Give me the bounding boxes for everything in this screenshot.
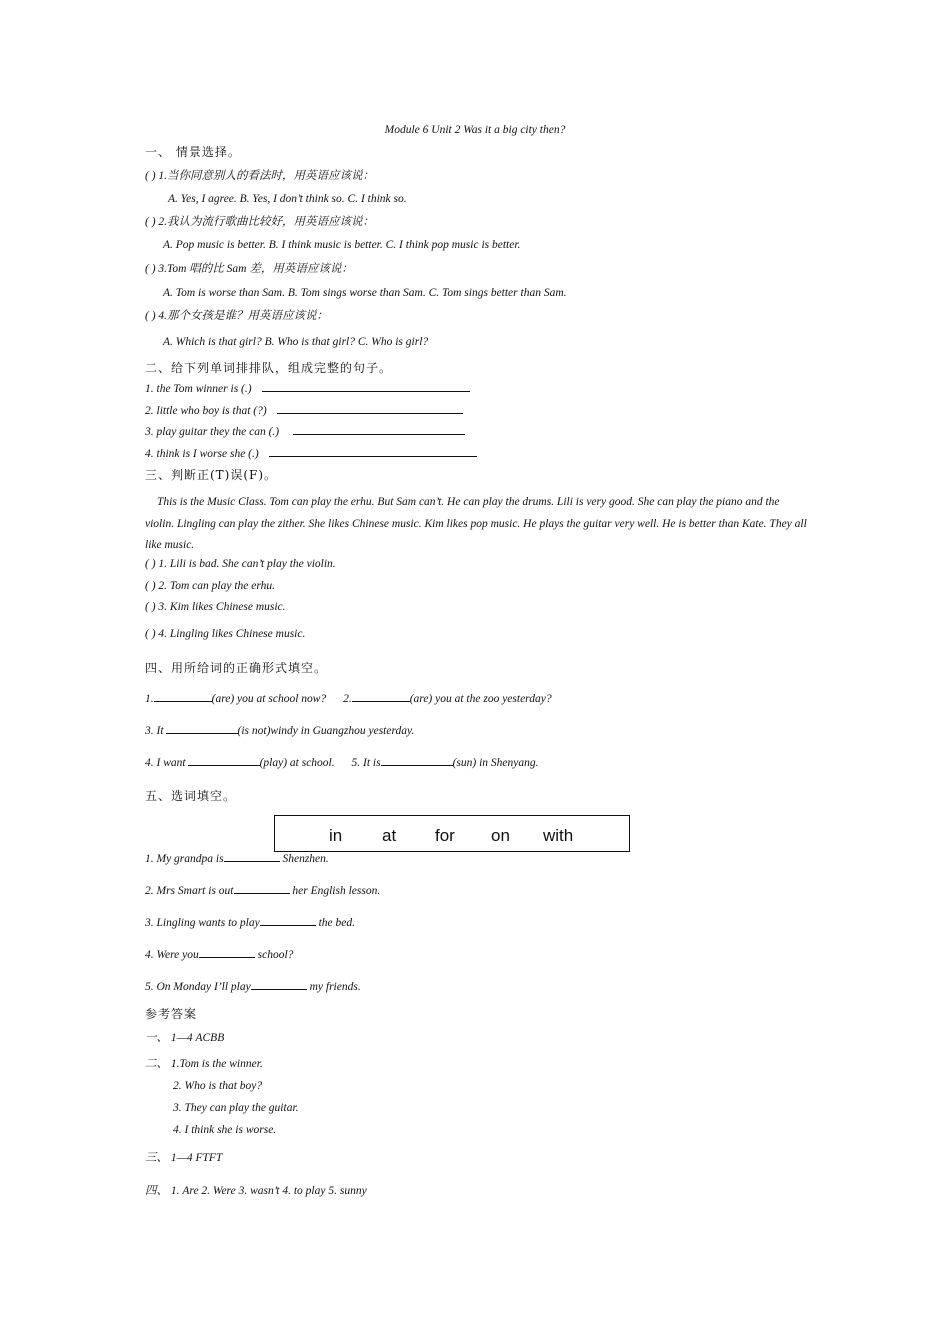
list-item: 2. little who boy is that (?) (145, 403, 463, 418)
answer-2-3: 3. They can play the guitar. (173, 1102, 299, 1114)
word-at: at (382, 826, 397, 845)
answer-2-4: 4. I think she is worse. (173, 1124, 277, 1136)
list-item: ( ) 4. Lingling likes Chinese music. (145, 628, 306, 640)
question-1-options: A. Yes, I agree. B. Yes, I don’t think so. C. I think so. (168, 193, 407, 205)
section-2-heading: 二、给下列单词排排队，组成完整的句子。 (145, 361, 393, 375)
choose-item-4: 4. Were you school? (145, 949, 294, 961)
section-4-heading: 四、用所给词的正确形式填空。 (145, 661, 328, 675)
choose-item-3: 3. Lingling wants to play the bed. (145, 917, 355, 929)
fill-line-1: 1. (are) you at school now? 2. (are) you at the zoo yesterday? (145, 693, 552, 705)
list-item: 4. think is I worse she (.) (145, 446, 477, 461)
section-5-heading: 五、选词填空。 (145, 789, 237, 803)
answers-heading: 参考答案 (145, 1007, 198, 1021)
word-box (274, 815, 630, 852)
list-item: ( ) 2. Tom can play the erhu. (145, 580, 276, 592)
reading-passage: This is the Music Class. Tom can play the erhu. But Sam can’t. He can play the drums. Lili is very good. She can play the piano and the violin. Lingling can play the zither. She likes Chinese music. Kim likes pop music. He plays the guitar very well. He is better than Kate. They all like music. (145, 496, 807, 551)
page-title: Module 6 Unit 2 Was it a big city then? (384, 124, 566, 136)
question-3: ( ) 3.Tom 唱的比 Sam 差，用英语应该说： (145, 263, 353, 275)
answer-2-2: 2. Who is that boy? (173, 1080, 263, 1092)
question-1: ( ) 1.当你同意别人的看法时，用英语应该说： (145, 170, 375, 182)
question-3-options: A. Tom is worse than Sam. B. Tom sings worse than Sam. C. Tom sings better than Sam. (163, 287, 567, 299)
fill-line-2: 3. It (is not)windy in Guangzhou yesterday. (145, 725, 415, 737)
word-in: in (329, 826, 343, 845)
choose-item-1: 1. My grandpa is Shenzhen. (145, 853, 329, 865)
fill-line-3: 4. I want (play) at school. 5. It is (sun) in Shenyang. (145, 757, 539, 769)
answer-4: 四、 1. Are 2. Were 3. wasn’t 4. to play 5. sunny (145, 1185, 367, 1197)
question-4: ( ) 4.那个女孩是谁？用英语应该说： (145, 310, 329, 322)
question-2-options: A. Pop music is better. B. I think music is better. C. I think pop music is better. (163, 239, 521, 251)
section-1-heading: 一、 情景选择。 (145, 145, 241, 159)
word-for: for (435, 826, 455, 845)
list-item: ( ) 1. Lili is bad. She can’t play the violin. (145, 558, 336, 570)
question-2: ( ) 2.我认为流行歌曲比较好，用英语应该说： (145, 216, 375, 228)
word-with: with (543, 826, 574, 845)
list-item: 1. the Tom winner is (.) (145, 381, 470, 396)
question-4-options: A. Which is that girl? B. Who is that girl? C. Who is girl? (163, 336, 429, 348)
list-item: 3. play guitar they the can (.) (145, 424, 465, 439)
choose-item-2: 2. Mrs Smart is out her English lesson. (145, 885, 381, 897)
answer-3: 三、 1—4 FTFT (145, 1152, 223, 1164)
list-item: ( ) 3. Kim likes Chinese music. (145, 601, 286, 613)
answer-1: 一、 1—4 ACBB (145, 1032, 225, 1044)
section-3-heading: 三、判断正(T)误(F)。 (145, 468, 278, 482)
choose-item-5: 5. On Monday I’ll play my friends. (145, 981, 361, 993)
word-on: on (491, 826, 510, 845)
answer-2: 二、 1.Tom is the winner. (145, 1058, 263, 1070)
